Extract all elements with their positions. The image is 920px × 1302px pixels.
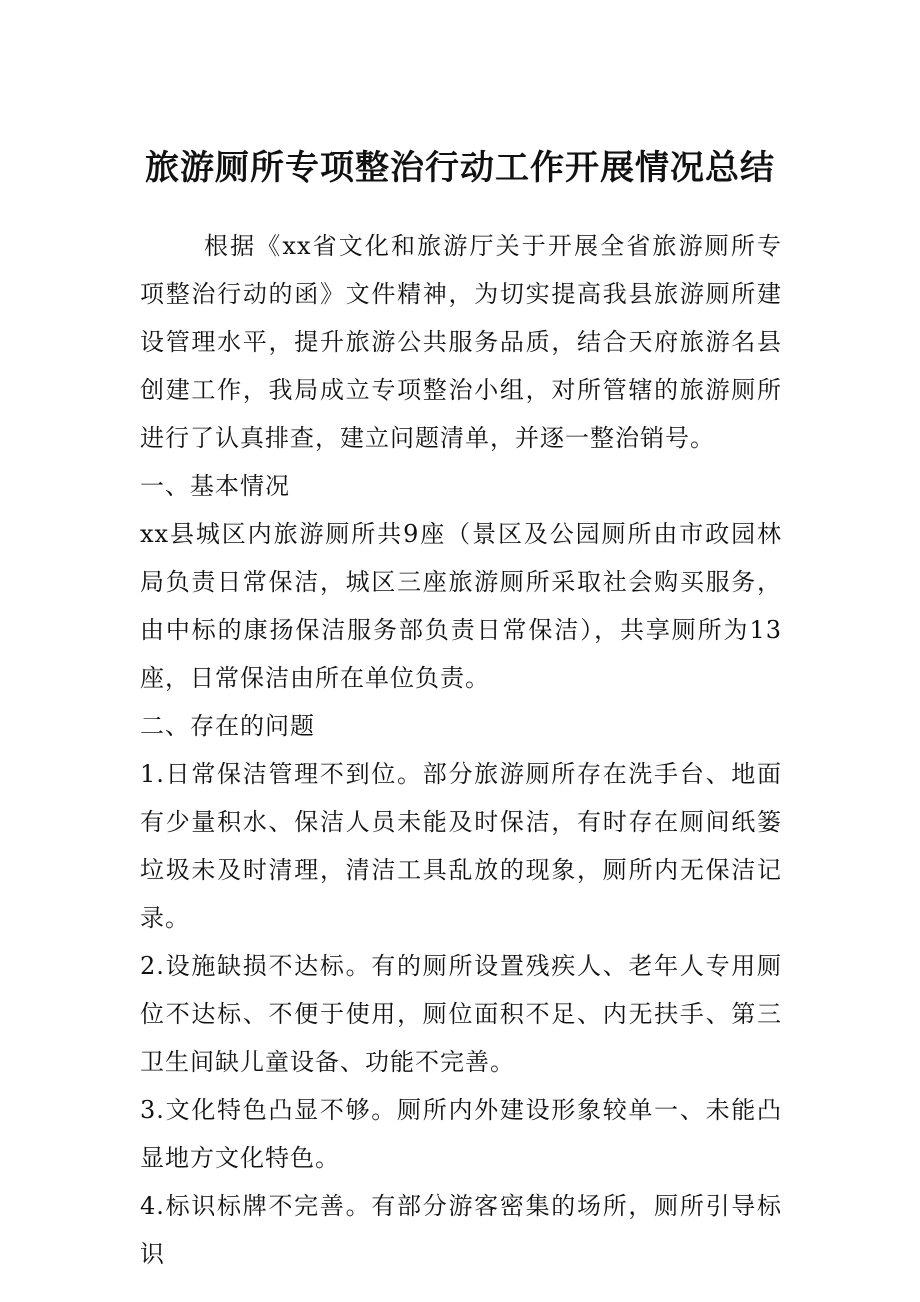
section-heading-existing-problems: 二、存在的问题: [140, 712, 315, 740]
problem-item-4: 4.标识标牌不完善。有部分游客密集的场所，厕所引导标识: [140, 1192, 782, 1268]
section-heading-basic-situation: 一、基本情况: [140, 472, 290, 500]
problem-item-2: 2.设施缺损不达标。有的厕所设置残疾人、老年人专用厕位不达标、不便于使用，厕位面积不足、内无扶手、第三卫生间缺儿童设备、功能不完善。: [140, 952, 782, 1076]
document-body: [140, 222, 782, 1278]
problem-item-1: 1.日常保洁管理不到位。部分旅游厕所存在洗手台、地面有少量积水、保洁人员未能及时保洁，有时存在厕间纸篓垃圾未及时清理，清洁工具乱放的现象，厕所内无保洁记录。: [140, 760, 782, 932]
problem-item-3: 3.文化特色凸显不够。厕所内外建设形象较单一、未能凸显地方文化特色。: [140, 1096, 782, 1172]
document-title: 旅游厕所专项整治行动工作开展情况总结: [145, 148, 775, 188]
basic-situation-paragraph: xx县城区内旅游厕所共9座（景区及公园厕所由市政园林局负责日常保洁，城区三座旅游厕所采取社会购买服务，由中标的康扬保洁服务部负责日常保洁），共享厕所为13座，日常保洁由所在单位负责。: [140, 520, 782, 692]
intro-paragraph: 根据《xx省文化和旅游厅关于开展全省旅游厕所专项整治行动的函》文件精神，为切实提高我县旅游厕所建设管理水平，提升旅游公共服务品质，结合天府旅游名县创建工作，我局成立专项整治小组，对所管辖的旅游厕所进行了认真排查，建立问题清单，并逐一整治销号。: [140, 232, 782, 452]
